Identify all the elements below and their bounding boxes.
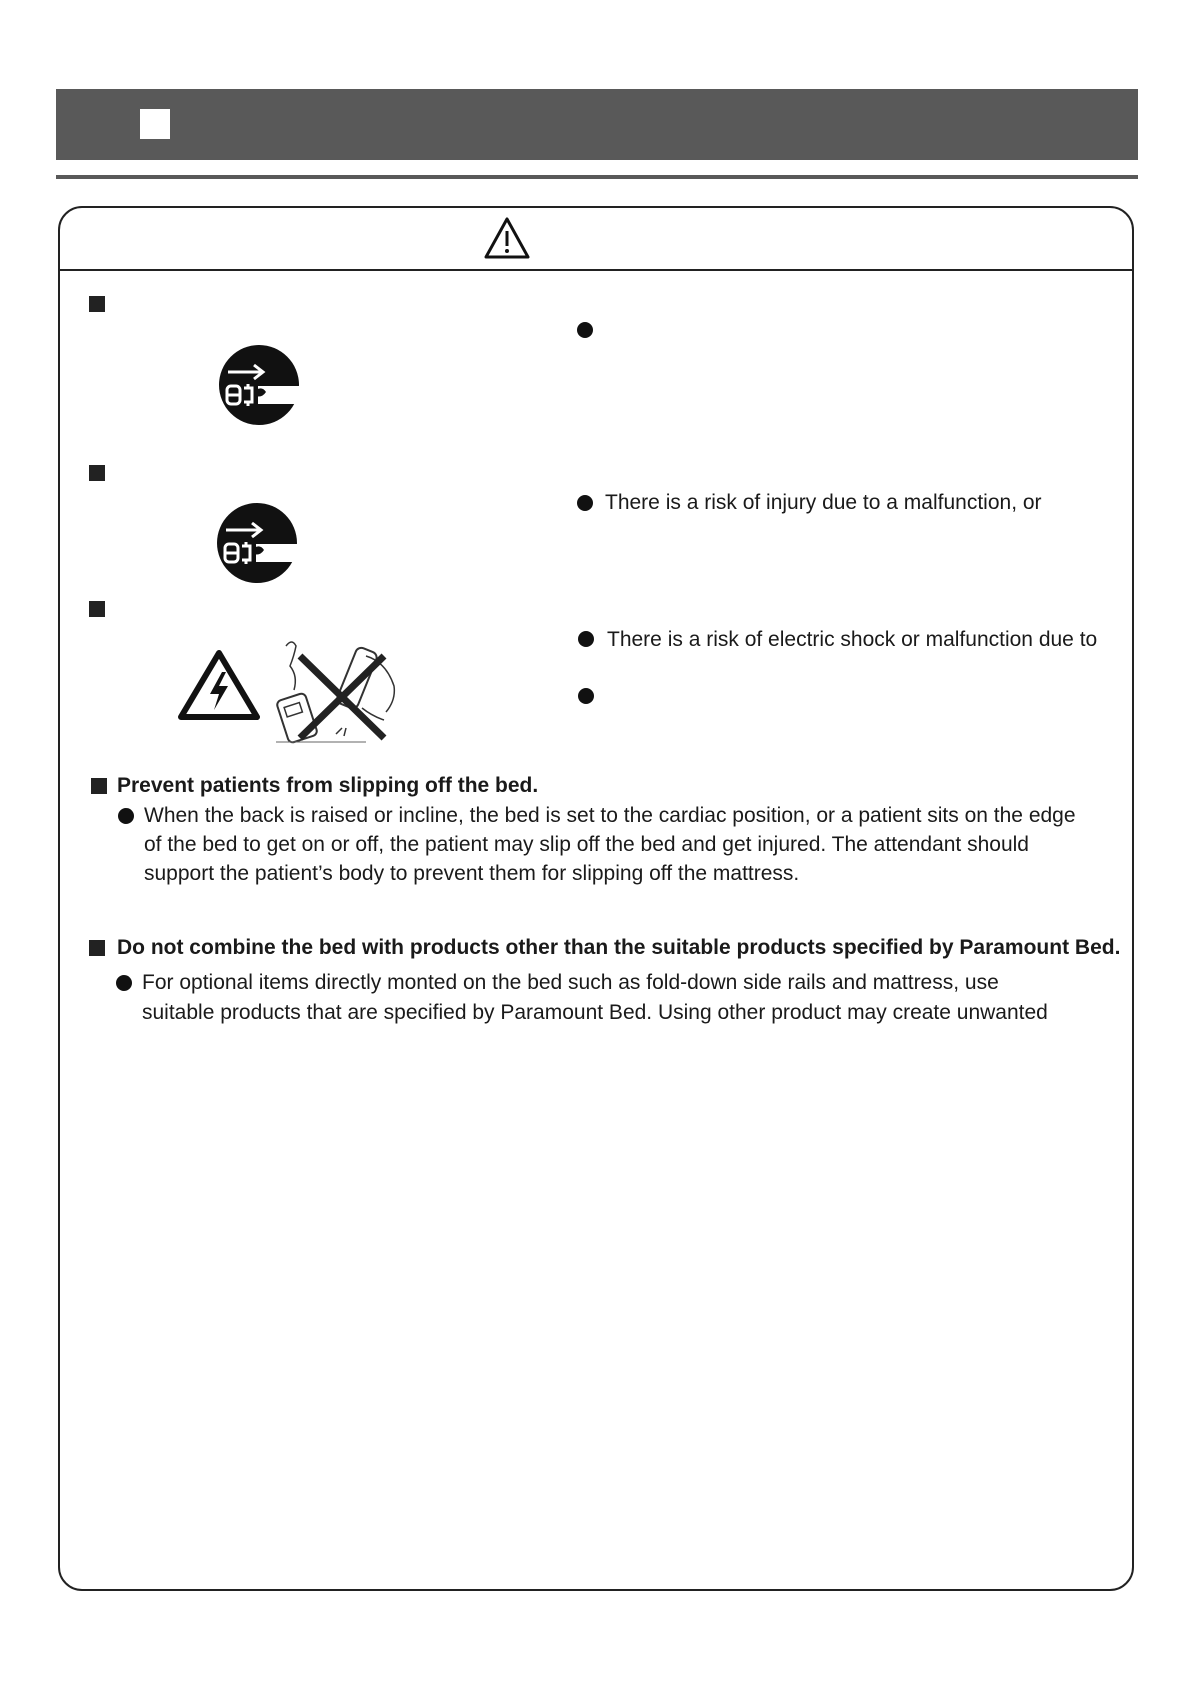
unplug-icon (216, 500, 298, 586)
shock-risk-text: There is a risk of electric shock or malfunction due to (607, 628, 1098, 651)
combine-line-2: suitable products that are specified by Paramount Bed. Using other product may create unwanted (142, 1001, 1048, 1024)
slip-line-3: support the patient’s body to prevent them for slipping off the mattress. (144, 862, 800, 885)
electric-shock-icon (178, 650, 260, 720)
bullet-square (89, 940, 105, 956)
bullet-dot (577, 495, 593, 511)
header-rule (56, 175, 1138, 179)
bullet-dot (118, 808, 134, 824)
bullet-dot (578, 688, 594, 704)
white-square-icon (140, 109, 170, 139)
unplug-icon (218, 342, 300, 428)
no-tester-icon (266, 636, 406, 748)
combine-line-1: For optional items directly monted on the bed such as fold-down side rails and mattress, use (142, 971, 999, 994)
combine-heading: Do not combine the bed with products other than the suitable products specified by Paramount Bed. (117, 936, 1121, 959)
bullet-square (91, 778, 107, 794)
panel-divider (60, 269, 1132, 271)
warning-triangle-icon (484, 216, 530, 260)
slip-heading: Prevent patients from slipping off the bed. (117, 774, 539, 797)
slip-line-2: of the bed to get on or off, the patient may slip off the bed and get injured. The attendant should (144, 833, 1029, 856)
bullet-dot (116, 975, 132, 991)
malfunction-risk-text: There is a risk of injury due to a malfunction, or (605, 491, 1042, 514)
slip-line-1: When the back is raised or incline, the bed is set to the cardiac position, or a patient sits on the edge (144, 804, 1076, 827)
bullet-dot (578, 631, 594, 647)
bullet-square (89, 601, 105, 617)
section-header-bar (56, 89, 1138, 160)
bullet-square (89, 465, 105, 481)
bullet-square (89, 296, 105, 312)
bullet-dot (577, 322, 593, 338)
